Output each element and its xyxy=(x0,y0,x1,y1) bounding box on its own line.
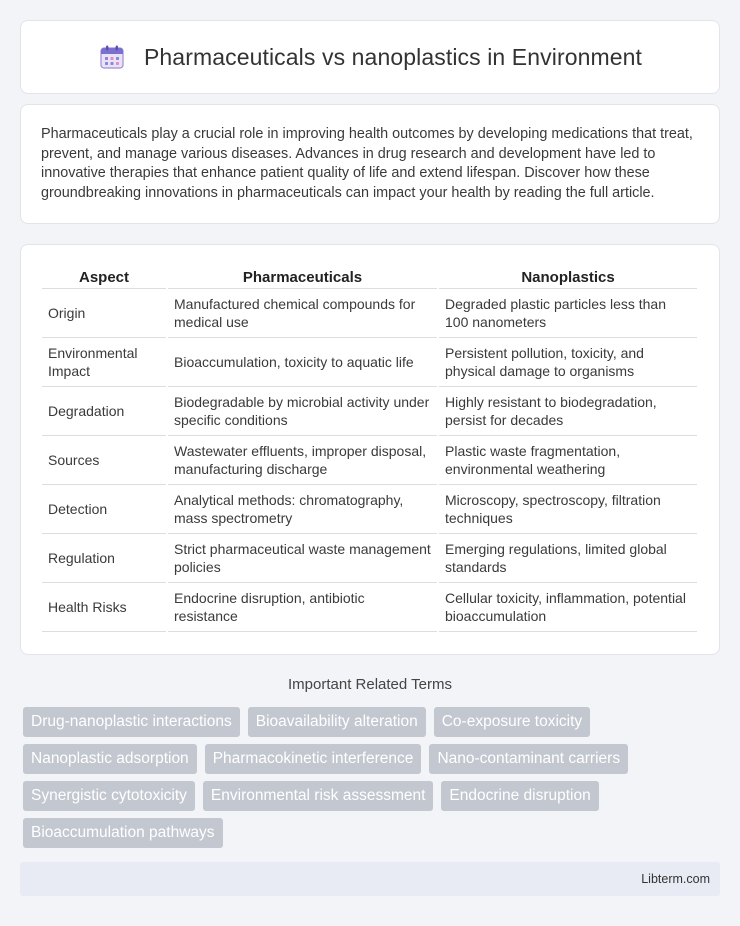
nanoplastics-cell: Degraded plastic particles less than 100 nanometers xyxy=(439,289,697,338)
nanoplastics-cell: Plastic waste fragmentation, environmental weathering xyxy=(439,436,697,485)
table-header-row xyxy=(42,265,697,289)
header-aspect: Aspect xyxy=(42,265,166,289)
comparison-table xyxy=(40,265,699,632)
comparison-table-card xyxy=(20,244,720,655)
nanoplastics-cell: Emerging regulations, limited global standards xyxy=(439,534,697,583)
aspect-cell: Health Risks xyxy=(42,583,166,632)
related-term-tag[interactable]: Drug-nanoplastic interactions xyxy=(23,707,240,737)
pharmaceuticals-cell: Endocrine disruption, antibiotic resistance xyxy=(168,583,437,632)
intro-card xyxy=(20,104,720,224)
table-row xyxy=(42,436,697,485)
table-row xyxy=(42,534,697,583)
calendar-icon xyxy=(98,43,126,71)
nanoplastics-cell: Highly resistant to biodegradation, persist for decades xyxy=(439,387,697,436)
pharmaceuticals-cell: Manufactured chemical compounds for medical use xyxy=(168,289,437,338)
footer xyxy=(20,862,720,896)
related-term-tag[interactable]: Nanoplastic adsorption xyxy=(23,744,197,774)
related-term-tag[interactable]: Bioavailability alteration xyxy=(248,707,426,737)
nanoplastics-cell: Persistent pollution, toxicity, and physical damage to organisms xyxy=(439,338,697,387)
related-term-tag[interactable]: Nano-contaminant carriers xyxy=(429,744,628,774)
related-term-tag[interactable]: Bioaccumulation pathways xyxy=(23,818,223,848)
related-term-tag[interactable]: Pharmacokinetic interference xyxy=(205,744,422,774)
header-pharmaceuticals: Pharmaceuticals xyxy=(168,265,437,289)
related-terms-heading: Important Related Terms xyxy=(288,676,452,693)
related-term-tag[interactable]: Environmental risk assessment xyxy=(203,781,434,811)
header-card xyxy=(20,20,720,94)
table-row xyxy=(42,338,697,387)
related-term-tag[interactable]: Co-exposure toxicity xyxy=(434,707,590,737)
related-term-tag[interactable]: Endocrine disruption xyxy=(441,781,598,811)
pharmaceuticals-cell: Wastewater effluents, improper disposal, manufacturing discharge xyxy=(168,436,437,485)
table-row xyxy=(42,485,697,534)
nanoplastics-cell: Microscopy, spectroscopy, filtration techniques xyxy=(439,485,697,534)
pharmaceuticals-cell: Bioaccumulation, toxicity to aquatic life xyxy=(168,338,437,387)
pharmaceuticals-cell: Biodegradable by microbial activity under specific conditions xyxy=(168,387,437,436)
nanoplastics-cell: Cellular toxicity, inflammation, potential bioaccumulation xyxy=(439,583,697,632)
table-row xyxy=(42,387,697,436)
table-row xyxy=(42,289,697,338)
footer-site-link[interactable]: Libterm.com xyxy=(641,872,710,886)
aspect-cell: Sources xyxy=(42,436,166,485)
aspect-cell: Origin xyxy=(42,289,166,338)
related-term-tag[interactable]: Synergistic cytotoxicity xyxy=(23,781,195,811)
page-title: Pharmaceuticals vs nanoplastics in Environment xyxy=(143,43,643,70)
header-nanoplastics: Nanoplastics xyxy=(439,265,697,289)
aspect-cell: Environmental Impact xyxy=(42,338,166,387)
aspect-cell: Degradation xyxy=(42,387,166,436)
pharmaceuticals-cell: Strict pharmaceutical waste management policies xyxy=(168,534,437,583)
aspect-cell: Detection xyxy=(42,485,166,534)
intro-paragraph: Pharmaceuticals play a crucial role in improving health outcomes by developing medications that treat, prevent, and manage various diseases. Advances in drug research and development have led to innovative therapies that enhance patient quality of life and extend lifespan. Discover how these groundbreaking innovations in pharmaceuticals can impact your health by reading the full article. xyxy=(41,126,693,201)
pharmaceuticals-cell: Analytical methods: chromatography, mass spectrometry xyxy=(168,485,437,534)
related-terms-list xyxy=(23,707,683,848)
table-row xyxy=(42,583,697,632)
aspect-cell: Regulation xyxy=(42,534,166,583)
